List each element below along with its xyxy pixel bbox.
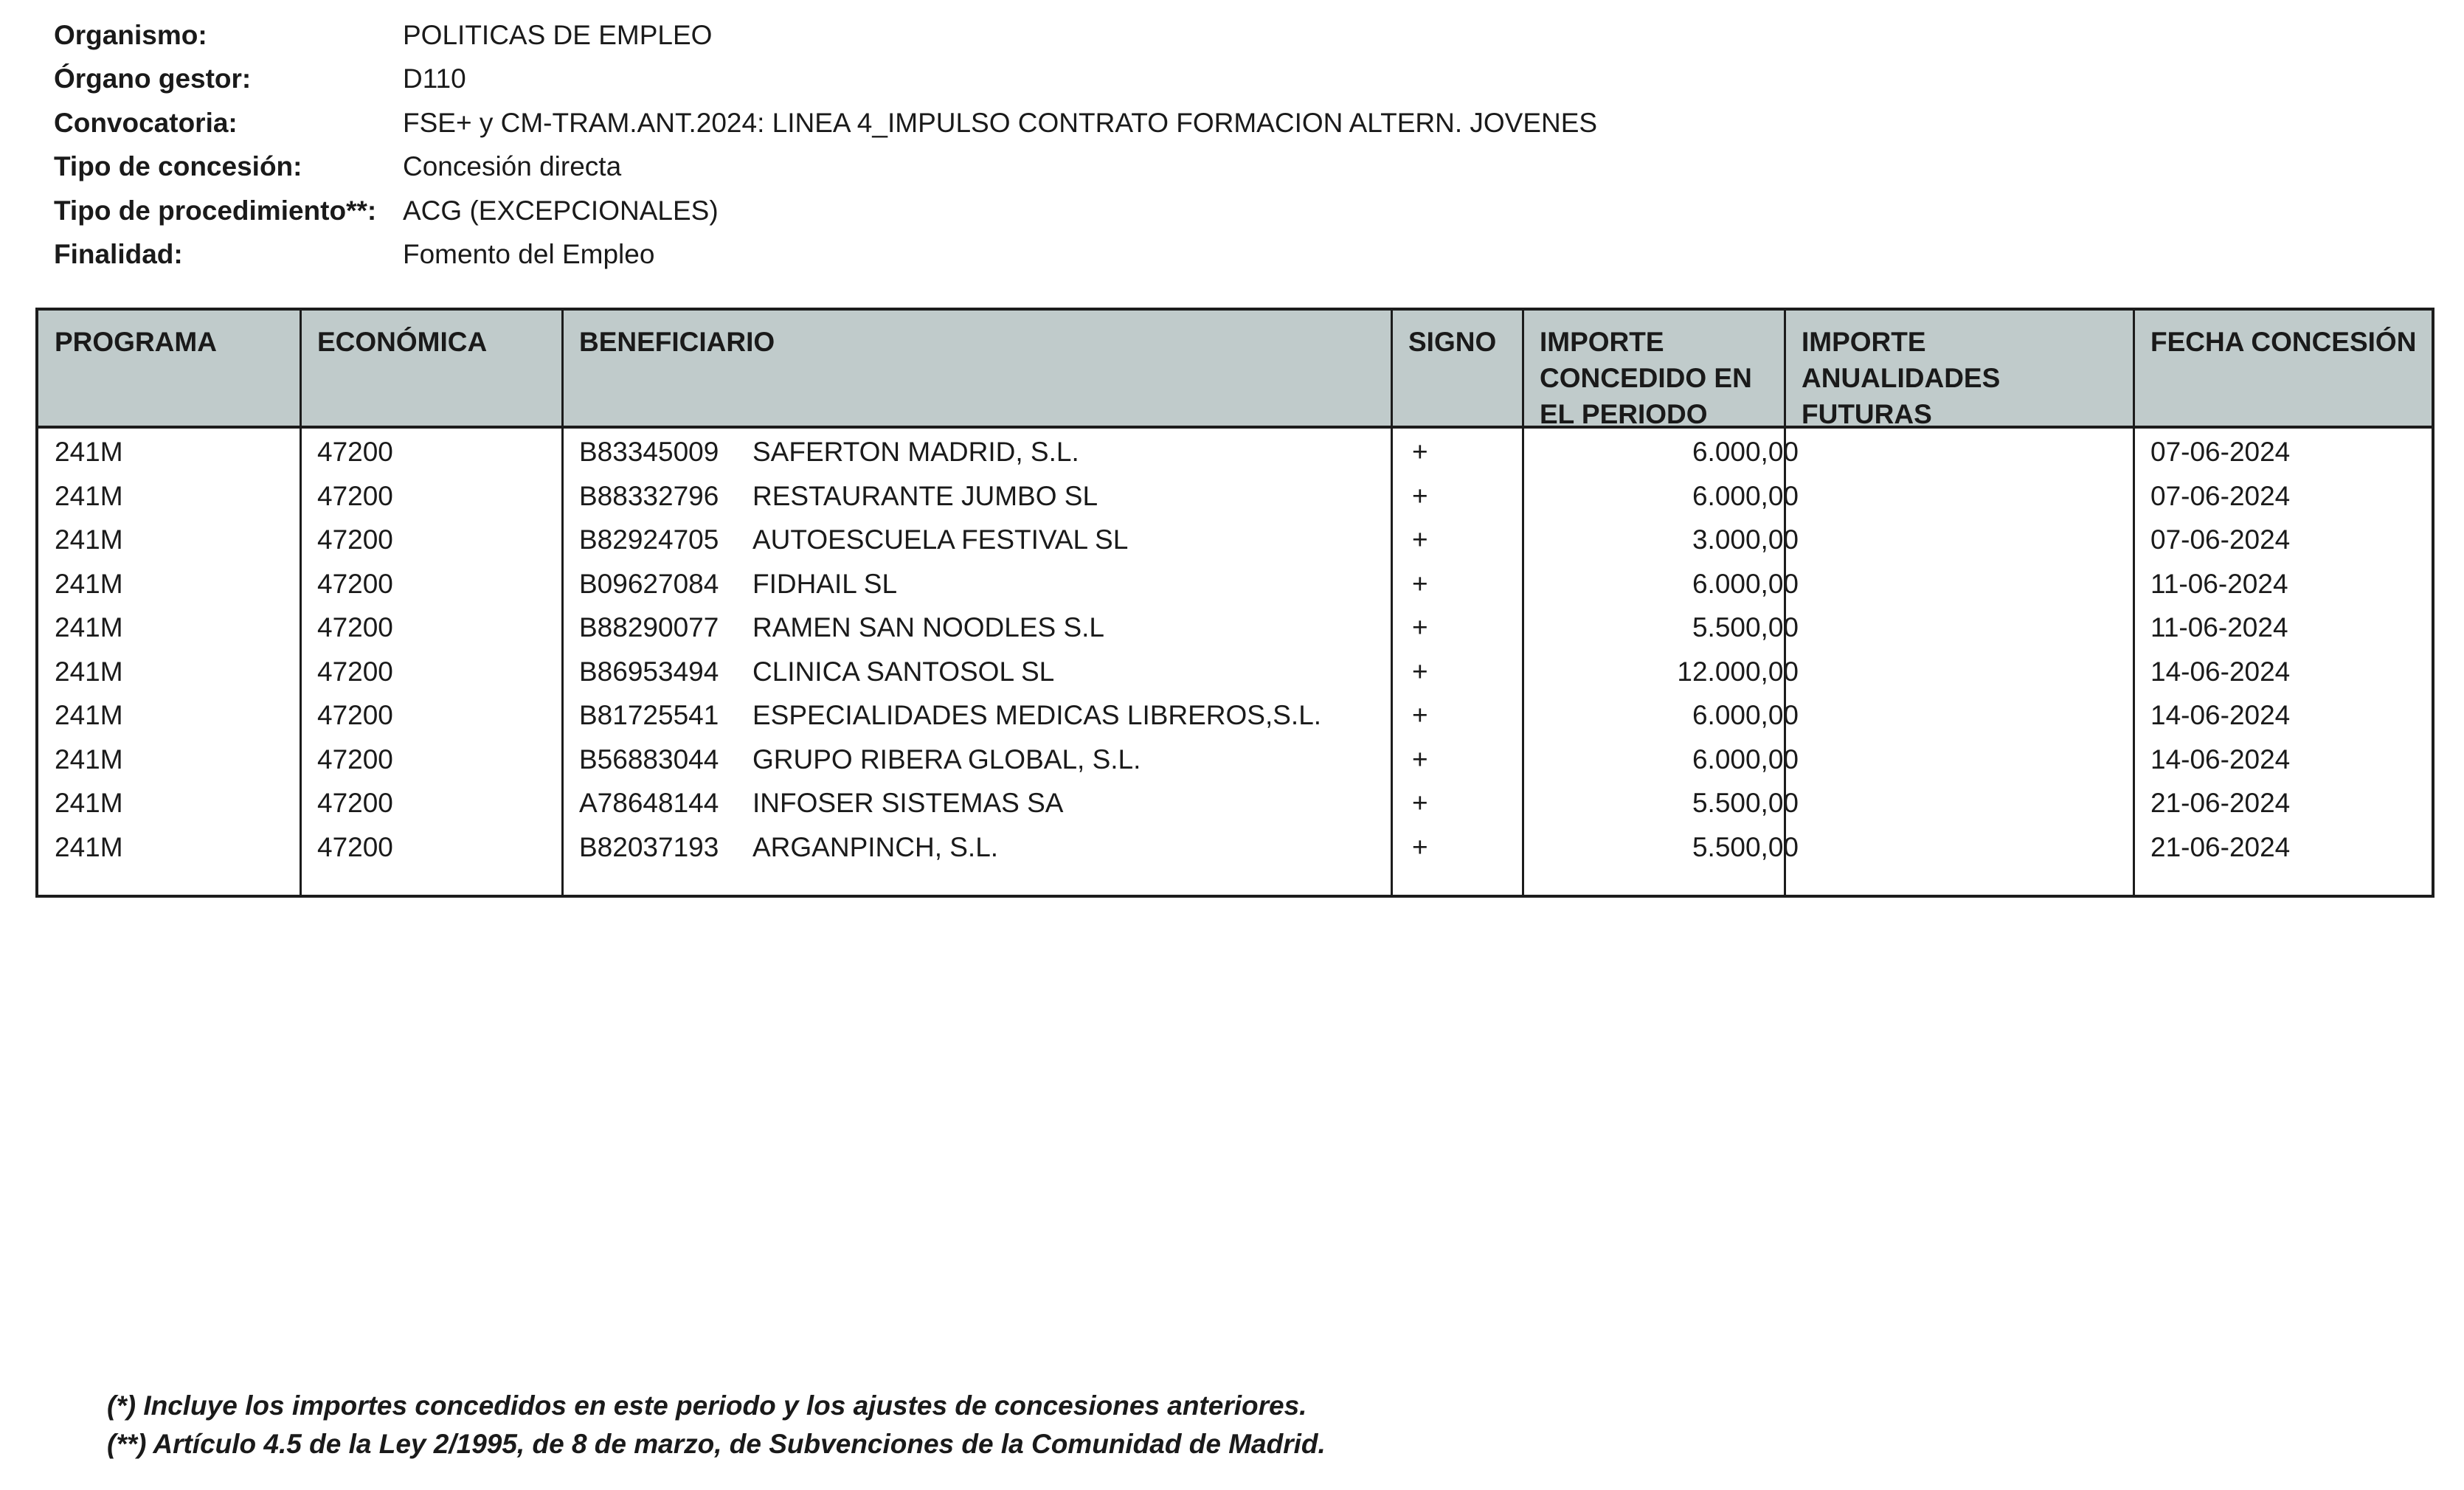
meta-label: Órgano gestor: [54, 63, 252, 94]
cell-importe: 6.000,00 [1692, 700, 1799, 730]
header-line: FUTURAS [1802, 399, 1932, 429]
table-row [38, 433, 2432, 477]
cell-economica: 47200 [317, 568, 393, 599]
meta-label: Convocatoria: [54, 107, 238, 138]
header-line: CONCEDIDO EN [1540, 363, 1752, 393]
cell-programa: 241M [55, 612, 123, 642]
header-line: IMPORTE [1802, 327, 1926, 357]
cell-fecha: 21-06-2024 [2150, 788, 2291, 818]
cell-programa: 241M [55, 788, 123, 818]
meta-value: Concesión directa [403, 151, 622, 182]
table-row [38, 741, 2432, 785]
cell-nombre: ARGANPINCH, S.L. [752, 831, 999, 862]
meta-value: D110 [403, 63, 466, 94]
cell-economica: 47200 [317, 612, 393, 642]
meta-value: Fomento del Empleo [403, 238, 655, 269]
footnotes [107, 1387, 1326, 1463]
meta-label: Tipo de procedimiento**: [54, 195, 377, 226]
meta-label: Finalidad: [54, 238, 183, 269]
cell-economica: 47200 [317, 788, 393, 818]
cell-programa: 241M [55, 656, 123, 687]
cell-programa: 241M [55, 700, 123, 730]
cell-nombre: AUTOESCUELA FESTIVAL SL [752, 524, 1129, 555]
meta-value: ACG (EXCEPCIONALES) [403, 195, 719, 226]
table-row [38, 784, 2432, 828]
header-importe-concedido [1540, 324, 1752, 432]
cell-fecha: 14-06-2024 [2150, 656, 2291, 687]
cell-programa: 241M [55, 524, 123, 555]
cell-signo: + [1412, 568, 1428, 599]
cell-importe: 5.500,00 [1692, 831, 1799, 862]
header-economica: ECONÓMICA [317, 327, 488, 357]
cell-importe: 3.000,00 [1692, 524, 1799, 555]
cell-nif: B88290077 [579, 612, 719, 642]
cell-importe: 6.000,00 [1692, 437, 1799, 467]
table-row [38, 477, 2432, 522]
cell-nif: B09627084 [579, 568, 719, 599]
cell-signo: + [1412, 744, 1428, 775]
cell-fecha: 11-06-2024 [2150, 568, 2288, 599]
meta-value: FSE+ y CM-TRAM.ANT.2024: LINEA 4_IMPULSO CONTRATO FORMACION ALTERN. JOVENES [403, 107, 1598, 138]
cell-programa: 241M [55, 437, 123, 467]
cell-economica: 47200 [317, 831, 393, 862]
meta-value: POLITICAS DE EMPLEO [403, 20, 713, 50]
table-row [38, 696, 2432, 741]
cell-fecha: 14-06-2024 [2150, 700, 2291, 730]
header-signo: SIGNO [1408, 327, 1497, 357]
cell-economica: 47200 [317, 656, 393, 687]
cell-nif: B86953494 [579, 656, 719, 687]
cell-signo: + [1412, 831, 1428, 862]
cell-signo: + [1412, 524, 1428, 555]
cell-nombre: ESPECIALIDADES MEDICAS LIBREROS,S.L. [752, 700, 1322, 730]
cell-nombre: SAFERTON MADRID, S.L. [752, 437, 1079, 467]
header-line: EL PERIODO [1540, 399, 1708, 429]
concessions-table [35, 308, 2434, 898]
cell-signo: + [1412, 700, 1428, 730]
cell-importe: 5.500,00 [1692, 612, 1799, 642]
cell-nif: B56883044 [579, 744, 719, 775]
cell-importe: 12.000,00 [1677, 656, 1799, 687]
cell-nif: B88332796 [579, 480, 719, 511]
cell-fecha: 07-06-2024 [2150, 437, 2291, 467]
cell-economica: 47200 [317, 524, 393, 555]
header-line: IMPORTE [1540, 327, 1664, 357]
cell-economica: 47200 [317, 744, 393, 775]
table-row [38, 609, 2432, 653]
meta-label: Tipo de concesión: [54, 151, 302, 182]
cell-signo: + [1412, 788, 1428, 818]
header-programa: PROGRAMA [55, 327, 217, 357]
cell-importe: 6.000,00 [1692, 568, 1799, 599]
cell-nombre: GRUPO RIBERA GLOBAL, S.L. [752, 744, 1141, 775]
cell-signo: + [1412, 612, 1428, 642]
cell-programa: 241M [55, 480, 123, 511]
cell-importe: 6.000,00 [1692, 744, 1799, 775]
meta-label: Organismo: [54, 20, 207, 50]
header-fecha: FECHA CONCESIÓN [2150, 327, 2417, 357]
cell-nif: A78648144 [579, 788, 719, 818]
cell-importe: 5.500,00 [1692, 788, 1799, 818]
cell-nombre: CLINICA SANTOSOL SL [752, 656, 1055, 687]
cell-signo: + [1412, 480, 1428, 511]
footnote: (**) Artículo 4.5 de la Ley 2/1995, de 8 de marzo, de Subvenciones de la Comunidad de Madrid. [107, 1429, 1326, 1459]
cell-economica: 47200 [317, 700, 393, 730]
table-row [38, 828, 2432, 873]
cell-nombre: RAMEN SAN NOODLES S.L [752, 612, 1105, 642]
cell-economica: 47200 [317, 480, 393, 511]
cell-fecha: 11-06-2024 [2150, 612, 2288, 642]
footnote: (*) Incluye los importes concedidos en este periodo y los ajustes de concesiones anteriores. [107, 1390, 1307, 1421]
cell-nif: B82037193 [579, 831, 719, 862]
cell-nif: B82924705 [579, 524, 719, 555]
cell-fecha: 07-06-2024 [2150, 524, 2291, 555]
header-importe-anualidades [1802, 324, 2000, 432]
cell-programa: 241M [55, 568, 123, 599]
table-row [38, 565, 2432, 609]
cell-signo: + [1412, 437, 1428, 467]
cell-fecha: 14-06-2024 [2150, 744, 2291, 775]
cell-fecha: 21-06-2024 [2150, 831, 2291, 862]
cell-nif: B83345009 [579, 437, 719, 467]
cell-importe: 6.000,00 [1692, 480, 1799, 511]
cell-programa: 241M [55, 744, 123, 775]
header-line: ANUALIDADES [1802, 363, 2001, 393]
cell-nif: B81725541 [579, 700, 719, 730]
table-row [38, 653, 2432, 697]
cell-nombre: FIDHAIL SL [752, 568, 898, 599]
header-beneficiario: BENEFICIARIO [579, 327, 775, 357]
cell-nombre: INFOSER SISTEMAS SA [752, 788, 1064, 818]
cell-programa: 241M [55, 831, 123, 862]
table-row [38, 521, 2432, 565]
cell-economica: 47200 [317, 437, 393, 467]
cell-signo: + [1412, 656, 1428, 687]
cell-nombre: RESTAURANTE JUMBO SL [752, 480, 1098, 511]
cell-fecha: 07-06-2024 [2150, 480, 2291, 511]
